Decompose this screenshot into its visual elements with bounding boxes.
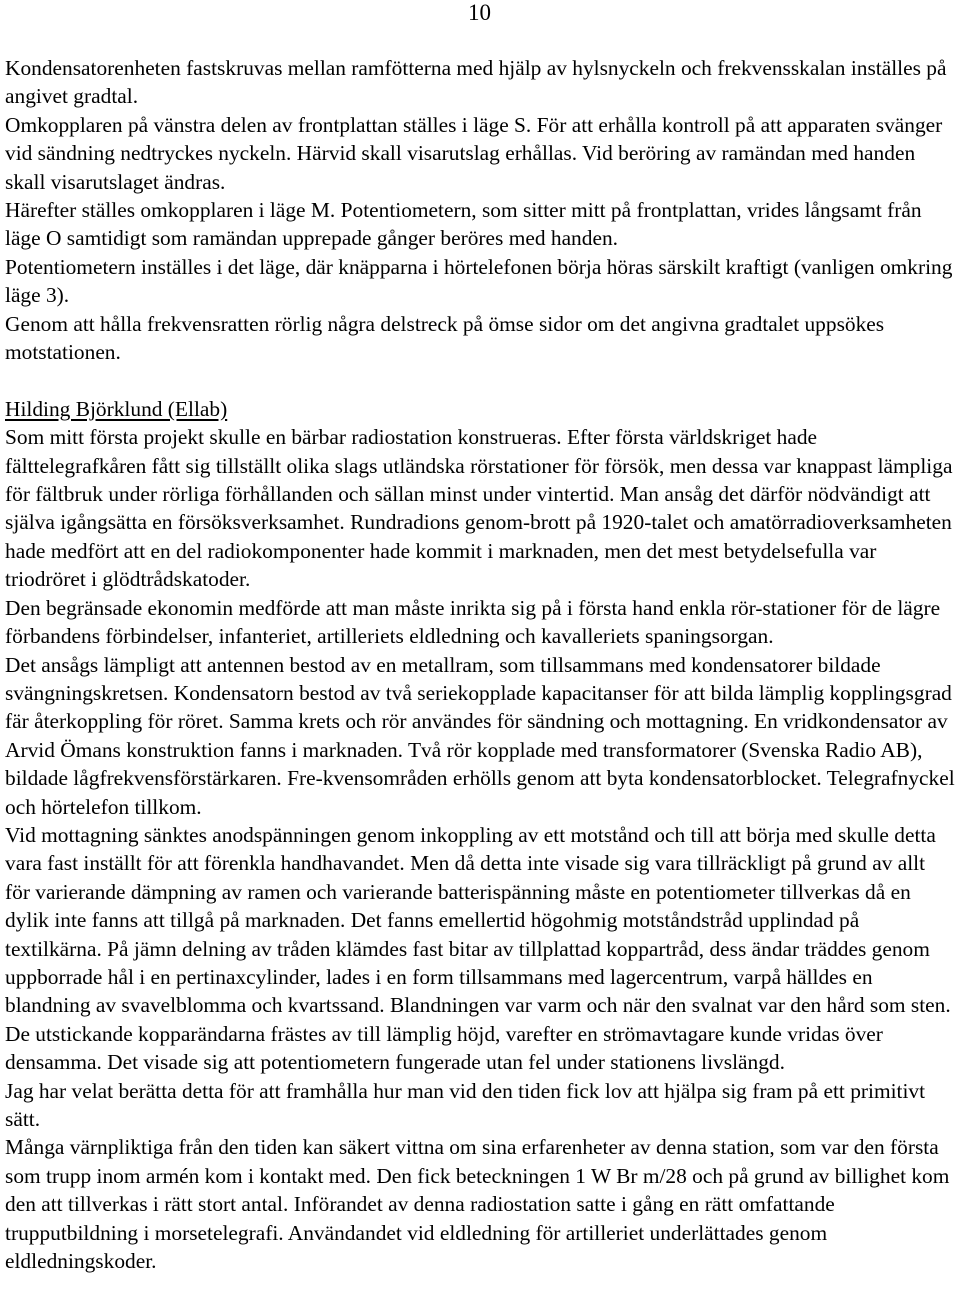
page-number: 10 (468, 0, 491, 25)
paragraph-primitive: Jag har velat berätta detta för att framhålla hur man vid den tiden fick lov att hjälpa sig fram på ett primitivt sätt. (5, 1078, 926, 1132)
paragraph-potentiometer: Potentiometern inställes i det läge, där knäpparna i hörtelefonen börja höras särskilt kraftigt (vanligen omkring läge 3). (5, 254, 953, 308)
paragraph-frequency-setting: Kondensatorenheten fastskruvas mellan ramfötterna med hjälp av hylsnyckeln och frekvensskalan inställes på angivet gradtal. (5, 56, 947, 109)
paragraph-economy: Den begränsade ekonomin medförde att man måste inrikta sig på i första hand enkla rör-stationer för de lägre förbandens förbindelser, infanteriet, artilleriets eldledning och kavalleriets spaningsorgan. (5, 595, 941, 649)
paragraph-antenna: Det ansågs lämpligt att antennen bestod av en metallram, som tillsammans med kondensatorer bildade svängningskretsen. Kondensatorn bestod av två seriekopplade kapacitanser för att bilda lämplig kopplingsgrad fär återkoppling för röret. Samma krets och rör användes för sändning och mottagning. En vridkondensator av Arvid Ömans konstruktion fanns i marknaden. Två rör kopplade med transformatorer (Svenska Radio AB), bildade lågfrekvensförstärkaren. Fre-kvensområden erhölls genom att byta kondensatorblocket. Telegrafnyckel och hörtelefon tillkom. (5, 652, 955, 819)
paragraph-copper-ends: De utstickande kopparändarna frästes av till lämplig höjd, varefter en strömavtagare kunde vridas över densamma. Det visade sig att potentiometern fungerade utan fel under stationens livslängd. (5, 1021, 883, 1075)
section-heading: Hilding Björklund (Ellab) (5, 396, 228, 421)
paragraph-reception: Vid mottagning sänktes anodspänningen genom inkoppling av ett motstånd och till att börja med skulle detta vara fast inställt för att förenkla handhavandet. Men då detta inte visade sig vara tillräckligt på grund av allt för varierande dämpning av ramen och varierande batterispänning måste en potentiometer tillverkas då en dylik inte fanns att tillgå på marknaden. Det fanns emellertid högohmig motståndstråd upplindad på textilkärna. På jämn delning av tråden klämdes fast bitar av tillplattad koppartråd, dess ändar träddes genom uppborrade hål i en pertinaxcylinder, lades i en form tillsammans med lagercentrum, varpå hälldes en blandning av svavelblomma och kvartssand. Blandningen var varm och när den svalnat var den hård som sten. (5, 822, 951, 1018)
paragraph-first-project: Som mitt första projekt skulle en bärbar radiostation konstrueras. Efter första världskriget hade fälttelegrafkåren fått sig tillställt olika slags utländska rörstationer för försök, men dessa var knappast lämpliga för fältbruk under rörliga förhållanden och sällan minst under vintertid. Man ansåg det därför nödvändigt att själva igångsätta en försöksverksamhet. Rundradions genom-brott på 1920-talet och amatörradioverksamheten hade medfört att en del radiokomponenter hade kommit i marknaden, men det mest betydelsefulla var triodröret i glödtrådskatoder. (5, 425, 953, 592)
paragraph-switch-m: Härefter ställes omkopplaren i läge M. Potentiometern, som sitter mitt på frontplattan, vrides långsamt från läge O samtidigt som ramändan upprepade gånger beröres med handen. (5, 198, 922, 251)
paragraph-switch-s: Omkopplaren på vänstra delen av frontplattan ställes i läge S. För att erhålla kontroll på att apparaten svänger vid sändning nedtryckes nyckeln. Härvid skall visarutslag erhållas. Vid beröring av ramändan med handen skall visarutslaget ändras. (5, 112, 943, 194)
paragraph-conscripts: Många värnpliktiga från den tiden kan säkert vittna om sina erfarenheter av denna station, som var den första som trupp inom armén kom i kontakt med. Den fick beteckningen 1 W Br m/28 och på grund av billighet kom den att tillverkas i rätt stort antal. Införandet av denna radiostation satte i gång en rätt omfattande trupputbildning i morsetelegrafi. Användandet vid eldledning för artilleriet underlättades genom eldledningskoder. (5, 1135, 950, 1274)
document-body (5, 54, 955, 1275)
paragraph-counter-station: Genom att hålla frekvensratten rörlig några delstreck på ömse sidor om det angivna gradtalet uppsökes motstationen. (5, 311, 885, 365)
